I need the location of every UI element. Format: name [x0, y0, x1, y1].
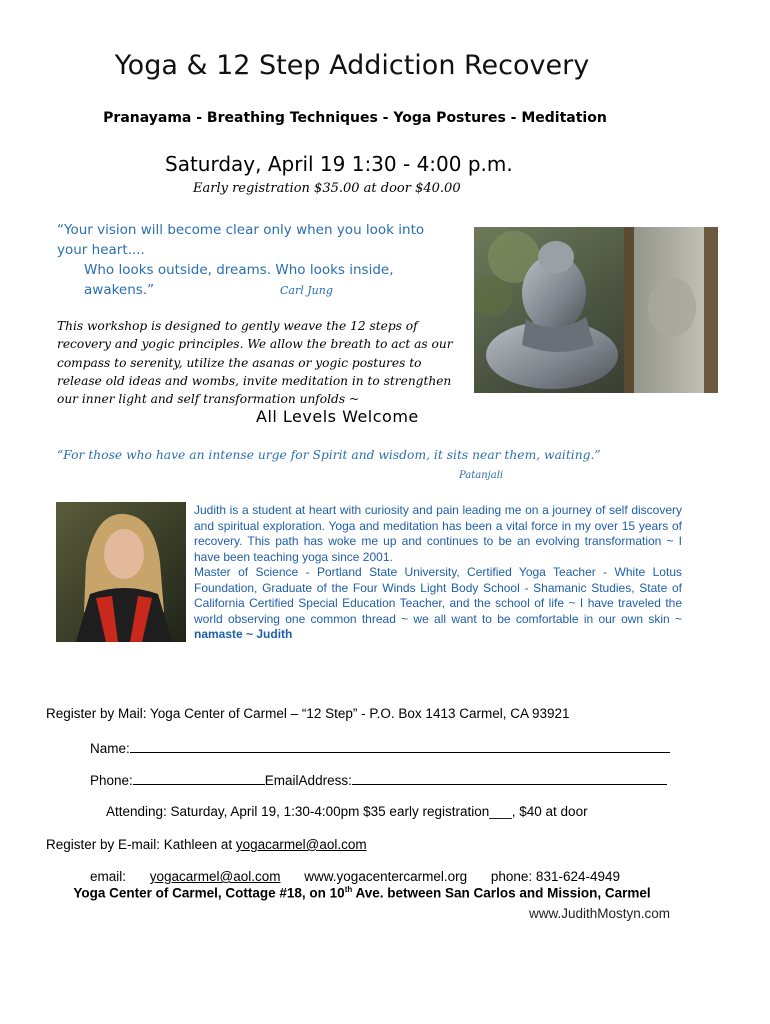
- register-email-link[interactable]: yogacarmel@aol.com: [235, 837, 367, 852]
- phone-field[interactable]: [133, 770, 265, 785]
- address-post: Ave. between San Carlos and Mission, Carmel: [352, 885, 651, 901]
- pricing-line: Early registration $35.00 at door $40.00: [193, 181, 461, 196]
- attending-text: Attending: Saturday, April 19, 1:30-4:00pm $35 early registration: [106, 804, 490, 819]
- bio-paragraph-1: Judith is a student at heart with curiosity and pain leading me on a journey of self discovery and spiritual exploration. Yoga and meditation has been a vital force in my over 15 years of recovery. This path has woke me up and continues to be an evolving transformation ~ I have been teaching yoga since 2001.: [194, 503, 682, 564]
- subtitle: Pranayama - Breathing Techniques - Yoga Postures - Meditation: [103, 110, 607, 126]
- phone-email-row: [90, 770, 667, 788]
- contact-email: [90, 869, 281, 884]
- attending-suffix: , $40 at door: [511, 804, 588, 819]
- patanjali-quote: “For those who have an intense urge for Spirit and wisdom, it sits near them, waiting.”: [57, 448, 601, 462]
- carl-jung-quote: [57, 220, 457, 300]
- quote-line-2: Who looks outside, dreams. Who looks inside, awakens.”: [84, 262, 394, 298]
- address-line: [0, 885, 724, 901]
- page-title: Yoga & 12 Step Addiction Recovery: [114, 50, 590, 81]
- contact-website[interactable]: www.yogacentercarmel.org: [304, 869, 468, 884]
- bio-credentials: Master of Science - Portland State University, Certified Yoga Teacher - White Lotus Foundation, Graduate of the Four Winds Light Body School - Shamanic Studies, State of California Certified Special Education Teacher, and the school of life ~ I have traveled the world observing one common thread ~ we all want to be comfortable in our own skin ~: [194, 565, 682, 626]
- email-label: EmailAddress:: [264, 773, 352, 788]
- judith-website-link[interactable]: www.JudithMostyn.com: [529, 906, 671, 921]
- event-date-time: Saturday, April 19 1:30 - 4:00 p.m.: [165, 152, 513, 176]
- quote-author-jung: Carl Jung: [280, 284, 333, 297]
- email-field[interactable]: [352, 770, 667, 785]
- bio-paragraph-2: [194, 565, 682, 643]
- name-field[interactable]: [130, 738, 670, 753]
- attending-line: [106, 804, 588, 819]
- bio-signature: namaste ~ Judith: [194, 627, 293, 641]
- register-email-text: Register by E-mail: Kathleen at: [46, 837, 236, 852]
- contact-phone: phone: 831-624-4949: [490, 869, 621, 884]
- quote-author-patanjali: Patanjali: [459, 470, 504, 481]
- contact-email-link[interactable]: yogacarmel@aol.com: [149, 869, 281, 884]
- name-row: [90, 738, 670, 756]
- workshop-description: This workshop is designed to gently weave the 12 steps of recovery and yogic principles. We allow the breath to act as our compass to serenity, utilize the asanas or yogic postures to release old ideas and wombs, invite meditation in to strengthen our inner light and self transformation unfolds ~: [57, 319, 453, 407]
- register-by-email: [46, 837, 367, 852]
- attending-blank[interactable]: ___: [489, 804, 512, 819]
- address-pre: Yoga Center of Carmel, Cottage #18, on 10: [73, 885, 345, 901]
- phone-label: Phone:: [90, 773, 133, 788]
- register-by-mail: Register by Mail: Yoga Center of Carmel – “12 Step” - P.O. Box 1413 Carmel, CA 93921: [46, 706, 570, 721]
- name-label: Name:: [90, 741, 130, 756]
- judith-portrait-photo: [56, 502, 186, 642]
- quote-line-1: “Your vision will become clear only when you look into your heart....: [57, 222, 425, 258]
- buddha-statue-photo: [474, 227, 718, 393]
- address-sup: th: [344, 885, 353, 894]
- all-levels-welcome: All Levels Welcome: [256, 407, 419, 426]
- contact-line: [90, 869, 620, 884]
- contact-email-label: email:: [90, 869, 130, 884]
- instructor-bio: [194, 503, 682, 643]
